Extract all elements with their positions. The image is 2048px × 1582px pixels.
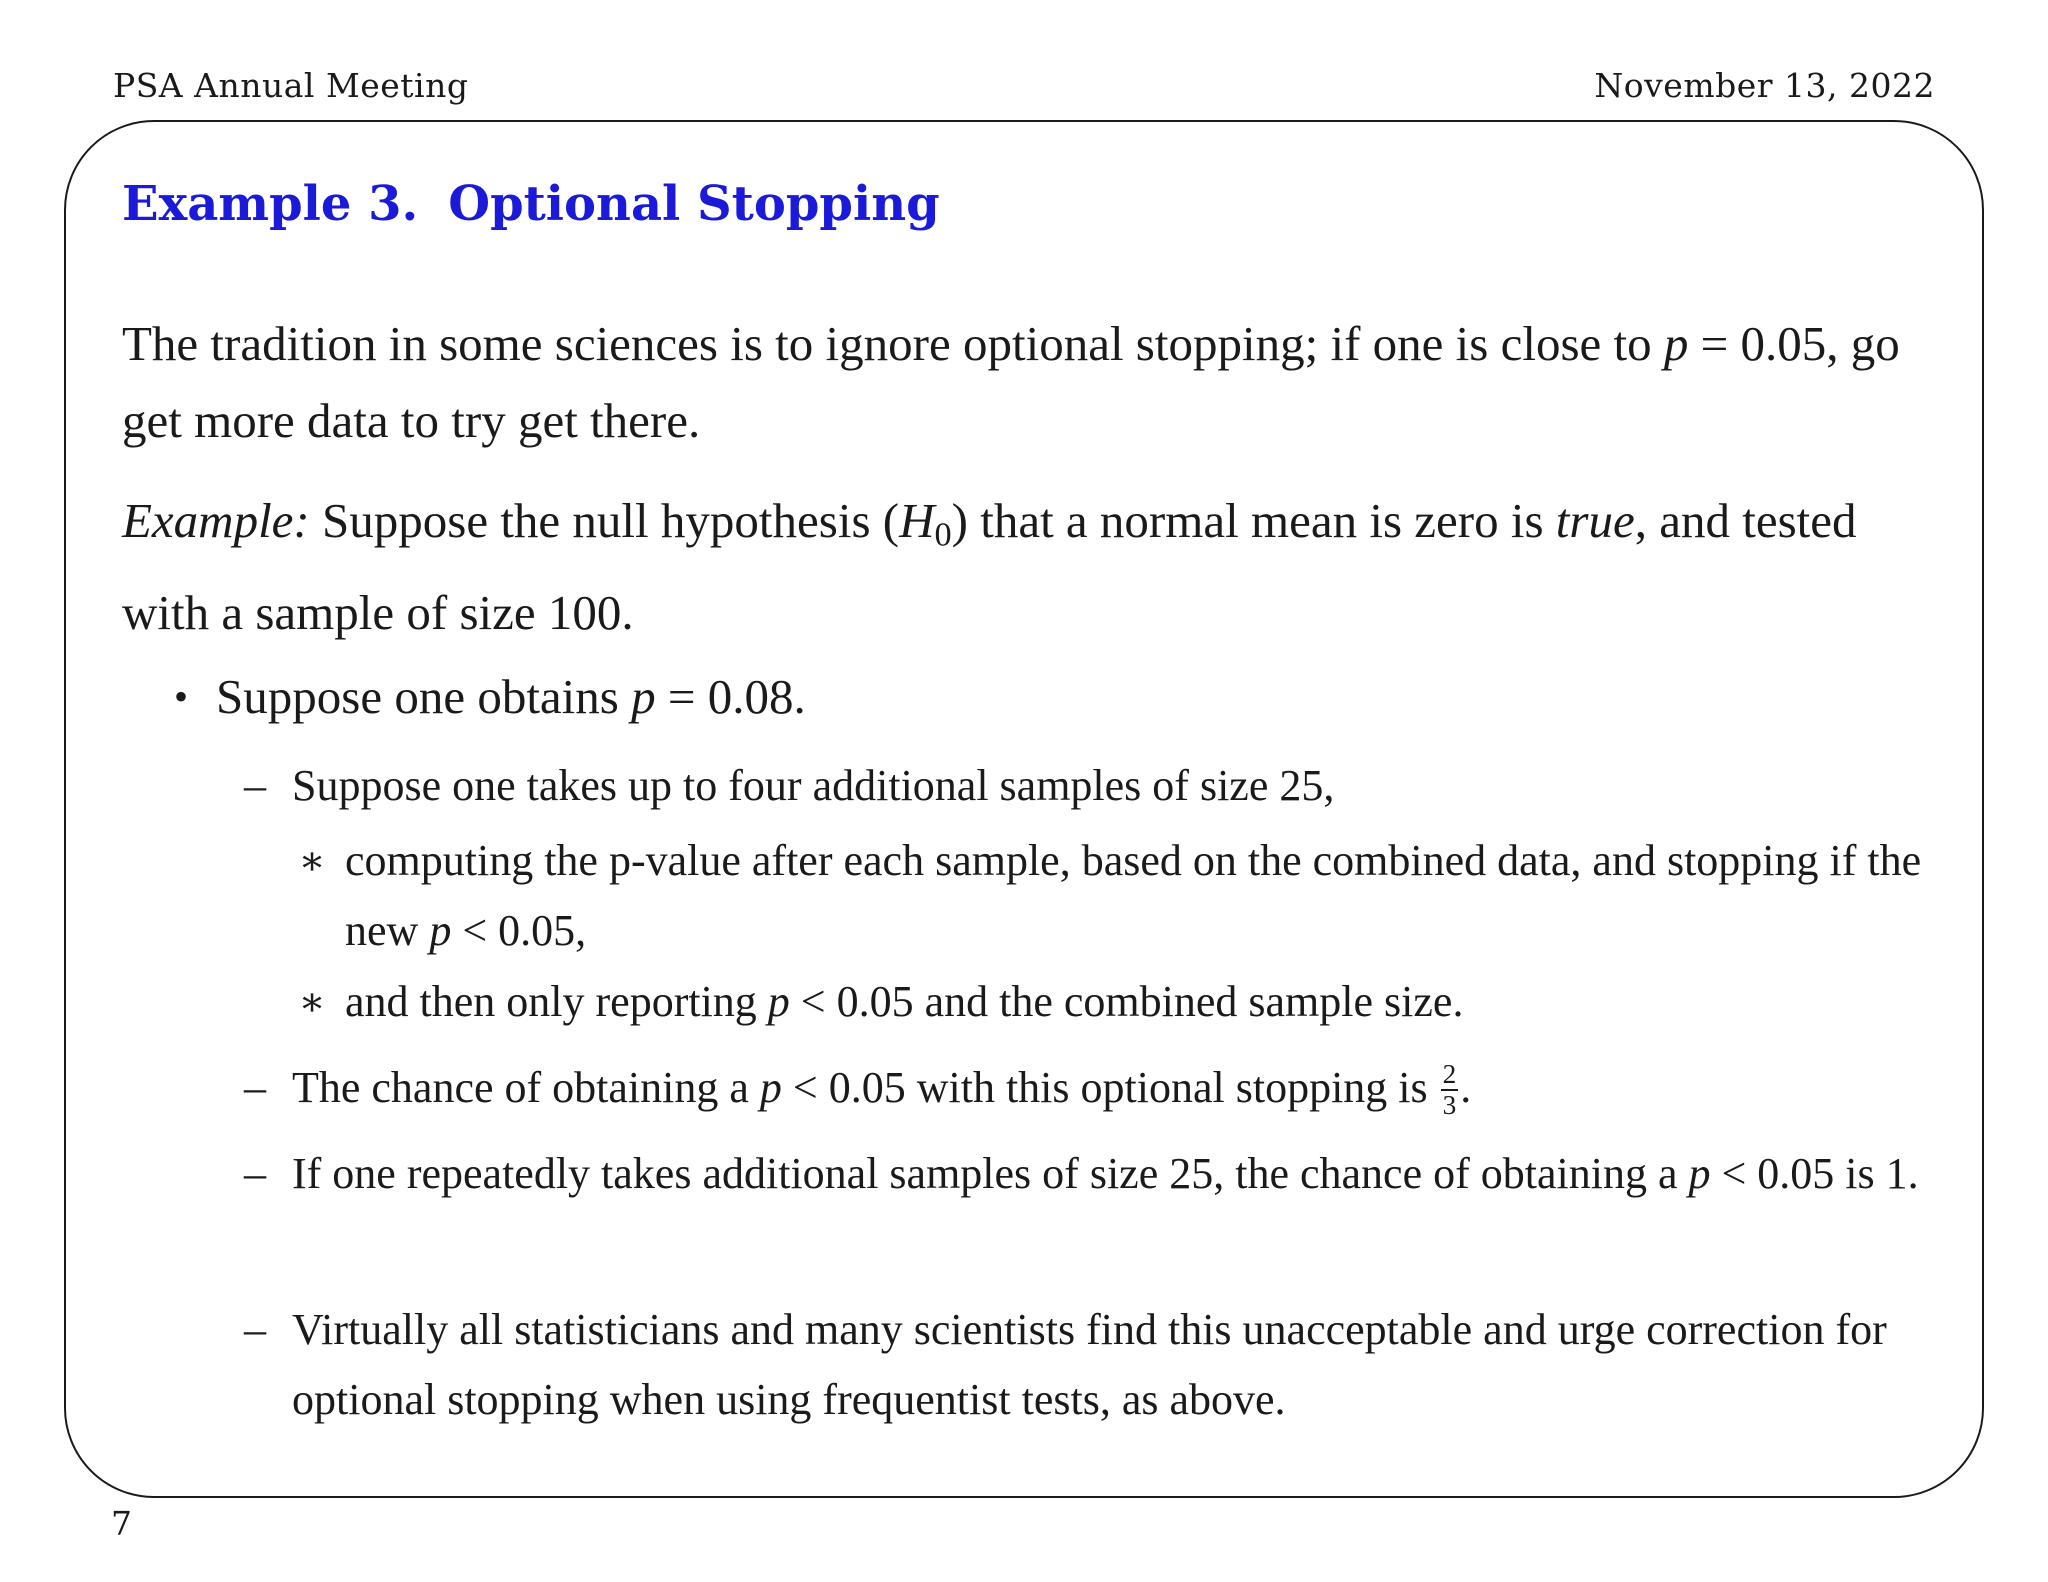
header-left: PSA Annual Meeting: [113, 66, 469, 105]
sub-item-text-b: < 0.05 with this optional stopping is: [781, 1063, 1439, 1112]
subsub-item-text-b: < 0.05,: [451, 906, 587, 955]
p2-text-a: Suppose the null hypothesis (: [309, 493, 900, 548]
sub-item-text-c: .: [1460, 1063, 1472, 1112]
p2-text-c: , and tested with a sample of size 100.: [122, 493, 1857, 640]
star-marker: ∗: [298, 838, 326, 883]
dash-marker: –: [244, 1149, 266, 1198]
sub-item-text-a: The chance of obtaining a: [292, 1063, 760, 1112]
sub-item-additional-samples: [244, 751, 1942, 821]
slide-title: [122, 176, 940, 232]
subsub-item-math-var: p: [767, 977, 790, 1026]
sub-item-repeatedly: [244, 1139, 1942, 1209]
subsub-item-text-a: computing the p-value after each sample, based on the combined data, and stopping if the new: [345, 836, 1922, 955]
sub-item-text: Virtually all statisticians and many scientists find this unacceptable and urge correction for optional stopping when using frequentist tests, as above.: [292, 1305, 1887, 1424]
sub-item-math-var: p: [1688, 1149, 1711, 1198]
sub-item-text-b: < 0.05 is 1.: [1710, 1149, 1919, 1198]
title-label: Example 3.: [122, 176, 419, 232]
p2-emph: true: [1555, 493, 1635, 548]
bullet-item: [173, 662, 806, 732]
subsub-item-text-a: and then only reporting: [345, 977, 768, 1026]
header-date: November 13, 2022: [1594, 66, 1935, 105]
paragraph-tradition: [122, 305, 1902, 459]
paragraph-example: [122, 482, 1902, 651]
subsub-item-reporting: [298, 967, 1945, 1037]
dash-marker: –: [244, 1305, 266, 1354]
sub-item-virtually: [244, 1295, 1942, 1435]
sub-item-math-var: p: [759, 1063, 782, 1112]
p1-text-b: = 0.05, go get more data to try get there.: [122, 316, 1900, 448]
fraction-denominator: 3: [1442, 1090, 1457, 1121]
subsub-item-math-var: p: [429, 906, 452, 955]
subsub-item-text-b: < 0.05 and the combined sample size.: [789, 977, 1464, 1026]
bullet-marker: •: [173, 674, 188, 719]
sub-item-text: Suppose one takes up to four additional samples of size 25,: [292, 761, 1335, 810]
bullet-text-a: Suppose one obtains: [216, 669, 632, 724]
dash-marker: –: [244, 1063, 266, 1112]
p2-math-var: H: [899, 493, 935, 548]
dash-marker: –: [244, 761, 266, 810]
page-number: 7: [111, 1504, 133, 1543]
subsub-item-computing: [298, 826, 1945, 966]
p2-text-b: ) that a normal mean is zero is: [951, 493, 1556, 548]
title-text: Optional Stopping: [448, 176, 940, 232]
p2-math-sub: 0: [934, 515, 952, 554]
fraction-numerator: 2: [1441, 1061, 1459, 1091]
bullet-math-var: p: [631, 669, 656, 724]
p2-lead: Example:: [122, 493, 310, 548]
sub-item-text-a: If one repeatedly takes additional samples of size 25, the chance of obtaining a: [292, 1149, 1689, 1198]
p1-math-var: p: [1663, 316, 1689, 371]
sub-item-chance: [244, 1053, 1942, 1123]
star-marker: ∗: [298, 979, 326, 1024]
p1-text-a: The tradition in some sciences is to ignore optional stopping; if one is close to: [122, 316, 1664, 371]
bullet-text-b: = 0.08.: [655, 669, 806, 724]
fraction: [1441, 1058, 1459, 1121]
